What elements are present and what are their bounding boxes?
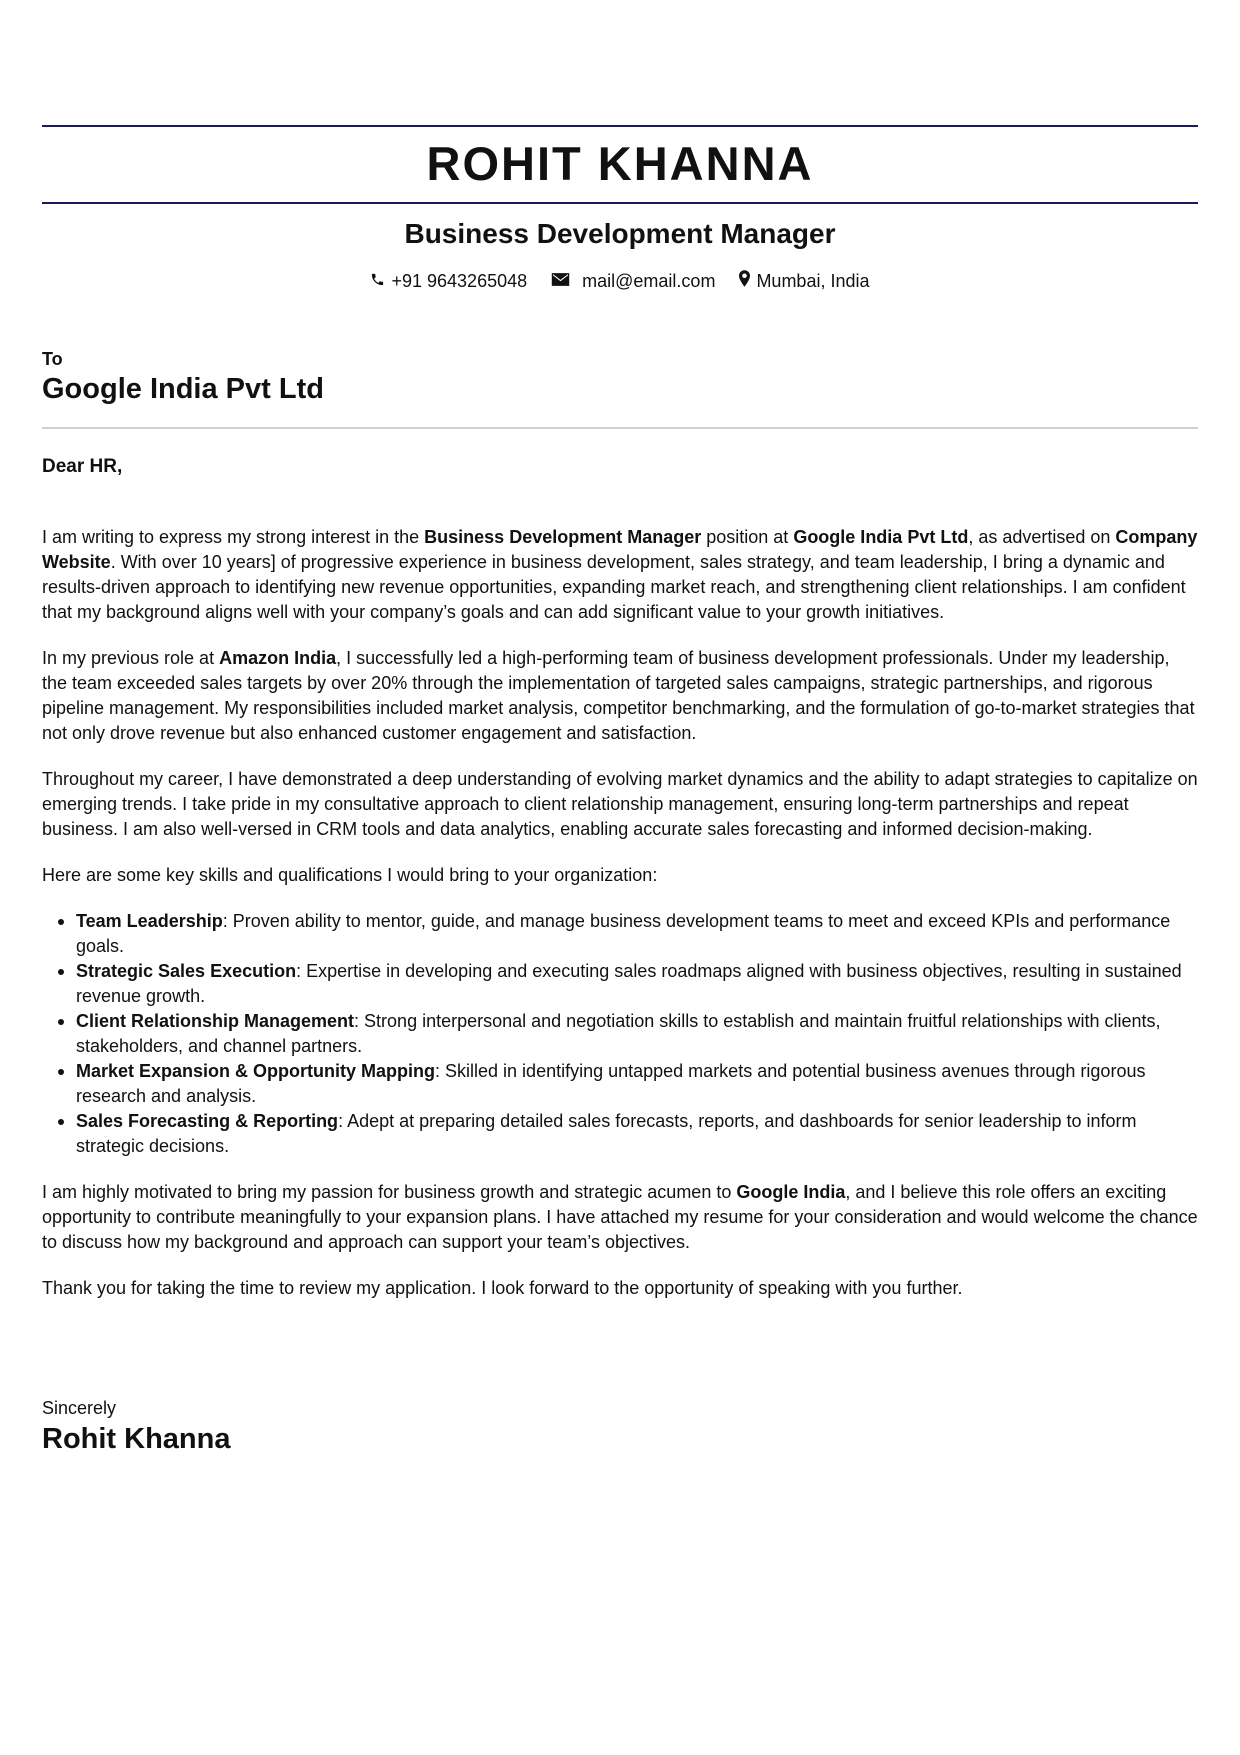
p5-bold-company: Google India <box>736 1182 846 1202</box>
closing-label: Sincerely <box>42 1398 117 1418</box>
p1-text-1: I am writing to express my strong interest in the <box>42 527 425 547</box>
skill-text: : Proven ability to mentor, guide, and manage business development teams to meet and exceed KPIs and performance goals. <box>76 911 1171 956</box>
paragraph-5 <box>42 1180 1198 1255</box>
contact-row <box>42 268 1198 294</box>
skill-text: : Expertise in developing and executing sales roadmaps aligned with business objectives, resulting in sustained revenue growth. <box>76 961 1182 1006</box>
p2-text-1: In my previous role at <box>42 648 220 668</box>
paragraph-3: Throughout my career, I have demonstrated a deep understanding of evolving market dynamics and the ability to adapt strategies to capitalize on emerging trends. I take pride in my consultative approach to client relationship management, ensuring long-term partnerships and repeat business. I am also well-versed in CRM tools and data analytics, enabling accurate sales forecasting and informed decision-making. <box>42 769 1198 839</box>
paragraph-2 <box>42 646 1198 746</box>
contact-location <box>739 268 869 294</box>
section-divider <box>42 427 1198 429</box>
contact-email[interactable] <box>551 268 715 294</box>
applicant-name: ROHIT KHANNA <box>426 137 814 190</box>
email-text: mail@email.com <box>582 271 716 291</box>
contact-phone[interactable] <box>370 268 527 294</box>
map-marker-icon <box>739 268 756 294</box>
skill-text: : Adept at preparing detailed sales forecasts, reports, and dashboards for senior leadership to inform strategic decisions. <box>76 1111 1137 1156</box>
phone-text: +91 9643265048 <box>391 271 528 291</box>
header-rule-bottom <box>42 202 1198 204</box>
p2-text-2: , I successfully led a high-performing team of business development professionals. Under my leadership, the team exceeded sales targets by over 20% through the implementation of targeted sales campaigns, strategic partnerships, and rigorous pipeline management. My responsibilities included market analysis, competitor benchmarking, and the formulation of go-to-market strategies that not only drove revenue but also enhanced customer engagement and satisfaction. <box>42 648 1195 743</box>
paragraph-4: Here are some key skills and qualifications I would bring to your organization: <box>42 865 658 885</box>
letter-body <box>42 525 1198 1322</box>
job-title: Business Development Manager <box>404 218 836 249</box>
skill-title: Client Relationship Management <box>76 1011 355 1031</box>
list-item <box>76 959 1198 1009</box>
salutation: Dear HR, <box>42 456 123 477</box>
p1-text-2: position at <box>701 527 794 547</box>
paragraph-1 <box>42 525 1198 625</box>
skill-title: Strategic Sales Execution <box>76 961 297 981</box>
envelope-icon <box>551 268 576 294</box>
location-text: Mumbai, India <box>756 271 870 291</box>
list-item <box>76 1109 1198 1159</box>
p1-bold-position: Business Development Manager <box>424 527 702 547</box>
paragraph-6: Thank you for taking the time to review my application. I look forward to the opportunity of speaking with you further. <box>42 1278 963 1298</box>
skill-title: Team Leadership <box>76 911 223 931</box>
header-rule-top <box>42 125 1198 127</box>
list-item <box>76 1059 1198 1109</box>
skill-title: Sales Forecasting & Reporting <box>76 1111 339 1131</box>
phone-icon <box>370 268 391 294</box>
skill-title: Market Expansion & Opportunity Mapping <box>76 1061 436 1081</box>
skills-list <box>42 909 1198 1159</box>
to-label: To <box>42 349 63 369</box>
skill-text: : Skilled in identifying untapped markets and potential business avenues through rigorous research and analysis. <box>76 1061 1146 1106</box>
p1-bold-company: Google India Pvt Ltd <box>793 527 969 547</box>
p5-text-2: , and I believe this role offers an exciting opportunity to contribute meaningfully to your expansion plans. I have attached my resume for your consideration and would welcome the chance to discuss how my background and approach can support your team’s objectives. <box>42 1182 1198 1252</box>
p1-bold-source: Company Website <box>42 527 1198 572</box>
signature-name: Rohit Khanna <box>42 1423 231 1455</box>
skill-text: : Strong interpersonal and negotiation skills to establish and maintain fruitful relationships with clients, stakeholders, and channel partners. <box>76 1011 1161 1056</box>
p2-bold-employer: Amazon India <box>219 648 337 668</box>
p5-text-1: I am highly motivated to bring my passion for business growth and strategic acumen to <box>42 1182 737 1202</box>
list-item <box>76 1009 1198 1059</box>
recipient-company: Google India Pvt Ltd <box>42 373 324 405</box>
list-item <box>76 909 1198 959</box>
p1-text-4: . With over 10 years] of progressive experience in business development, sales strategy, and team leadership, I bring a dynamic and results-driven approach to identifying new revenue opportunities, expanding market reach, and strengthening client relationships. I am confident that my background aligns well with your company’s goals and can add significant value to your growth initiatives. <box>42 552 1186 622</box>
p1-text-3: , as advertised on <box>968 527 1116 547</box>
